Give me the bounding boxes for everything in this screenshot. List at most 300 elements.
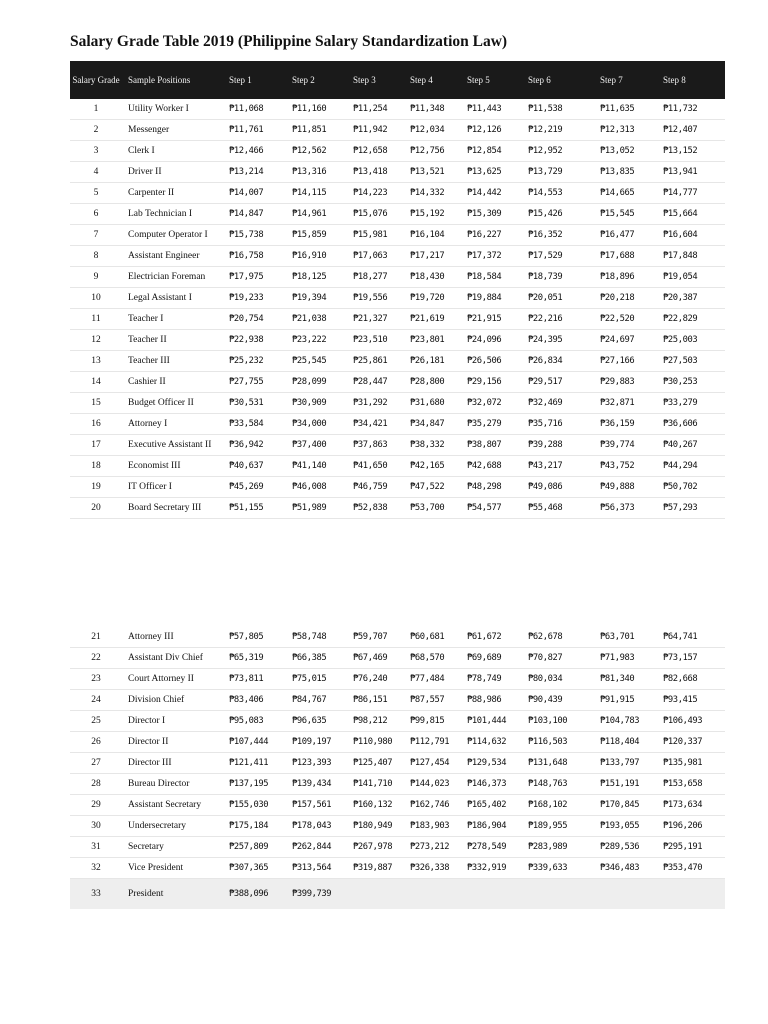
step-2-cell: ₱34,000: [282, 414, 343, 435]
step-4-cell: ₱26,181: [400, 351, 457, 372]
step-8-cell: ₱25,003: [653, 330, 725, 351]
step-4-cell: ₱13,521: [400, 162, 457, 183]
step-3-cell: ₱25,861: [343, 351, 400, 372]
step-6-cell: ₱39,288: [518, 435, 590, 456]
step-6-cell: ₱103,100: [518, 711, 590, 732]
step-1-cell: ₱51,155: [219, 498, 282, 519]
step-8-cell: ₱196,206: [653, 816, 725, 837]
position-cell: Teacher II: [122, 330, 219, 351]
step-1-cell: ₱307,365: [219, 858, 282, 879]
step-7-cell: ₱63,701: [590, 627, 653, 648]
step-6-cell: ₱80,034: [518, 669, 590, 690]
step-3-cell: ₱180,949: [343, 816, 400, 837]
step-6-cell: ₱90,439: [518, 690, 590, 711]
step-1-cell: ₱11,761: [219, 120, 282, 141]
step-6-cell: ₱189,955: [518, 816, 590, 837]
step-2-cell: ₱84,767: [282, 690, 343, 711]
step-7-cell: ₱13,052: [590, 141, 653, 162]
step-5-cell: ₱88,986: [457, 690, 518, 711]
step-6-cell: ₱24,395: [518, 330, 590, 351]
step-3-cell: ₱17,063: [343, 246, 400, 267]
step-1-cell: ₱40,637: [219, 456, 282, 477]
step-7-cell: ₱193,055: [590, 816, 653, 837]
table-row: [70, 120, 725, 141]
step-2-cell: ₱14,115: [282, 183, 343, 204]
table-row: [70, 753, 725, 774]
salary-grade-cell: 18: [70, 456, 122, 477]
step-4-cell: ₱183,903: [400, 816, 457, 837]
step-3-cell: ₱67,469: [343, 648, 400, 669]
step-3-cell: ₱12,658: [343, 141, 400, 162]
salary-grade-cell: 6: [70, 204, 122, 225]
step-8-cell: ₱22,829: [653, 309, 725, 330]
step-2-cell: ₱313,564: [282, 858, 343, 879]
step-2-cell: ₱23,222: [282, 330, 343, 351]
step-5-cell: ₱17,372: [457, 246, 518, 267]
step-6-cell: ₱14,553: [518, 183, 590, 204]
step-5-cell: ₱38,807: [457, 435, 518, 456]
step-4-cell: ₱17,217: [400, 246, 457, 267]
table-body: [70, 99, 725, 519]
step-5-cell: ₱11,443: [457, 99, 518, 120]
step-7-cell: ₱133,797: [590, 753, 653, 774]
step-8-cell: ₱12,407: [653, 120, 725, 141]
header-step-3: Step 3: [343, 61, 400, 99]
step-5-cell: ₱42,688: [457, 456, 518, 477]
step-4-cell: ₱99,815: [400, 711, 457, 732]
step-1-cell: ₱13,214: [219, 162, 282, 183]
step-7-cell: ₱32,871: [590, 393, 653, 414]
step-8-cell: ₱353,470: [653, 858, 725, 879]
step-8-cell: ₱44,294: [653, 456, 725, 477]
step-4-cell: ₱53,700: [400, 498, 457, 519]
salary-grade-table-part-2: [70, 627, 725, 909]
step-1-cell: ₱65,319: [219, 648, 282, 669]
step-7-cell: ₱20,218: [590, 288, 653, 309]
salary-grade-cell: 28: [70, 774, 122, 795]
step-2-cell: ₱41,140: [282, 456, 343, 477]
salary-grade-cell: 16: [70, 414, 122, 435]
table-body: [70, 627, 725, 909]
position-cell: Economist III: [122, 456, 219, 477]
position-cell: Secretary: [122, 837, 219, 858]
step-1-cell: ₱175,184: [219, 816, 282, 837]
step-8-cell: ₱19,054: [653, 267, 725, 288]
table-row: [70, 648, 725, 669]
position-cell: Division Chief: [122, 690, 219, 711]
step-6-cell: ₱168,102: [518, 795, 590, 816]
step-8-cell: [653, 879, 725, 910]
step-1-cell: ₱22,938: [219, 330, 282, 351]
table-row: [70, 690, 725, 711]
step-2-cell: ₱12,562: [282, 141, 343, 162]
step-3-cell: ₱76,240: [343, 669, 400, 690]
step-1-cell: ₱45,269: [219, 477, 282, 498]
step-7-cell: ₱27,166: [590, 351, 653, 372]
step-4-cell: ₱326,338: [400, 858, 457, 879]
step-4-cell: ₱15,192: [400, 204, 457, 225]
header-step-1: Step 1: [219, 61, 282, 99]
step-8-cell: ₱73,157: [653, 648, 725, 669]
table-row: [70, 456, 725, 477]
salary-grade-cell: 31: [70, 837, 122, 858]
position-cell: Director III: [122, 753, 219, 774]
table-row: [70, 816, 725, 837]
step-7-cell: ₱346,483: [590, 858, 653, 879]
position-cell: Utility Worker I: [122, 99, 219, 120]
step-2-cell: ₱19,394: [282, 288, 343, 309]
step-5-cell: ₱29,156: [457, 372, 518, 393]
step-1-cell: ₱95,083: [219, 711, 282, 732]
step-3-cell: ₱13,418: [343, 162, 400, 183]
table-row: [70, 372, 725, 393]
step-1-cell: ₱83,406: [219, 690, 282, 711]
salary-grade-cell: 24: [70, 690, 122, 711]
step-7-cell: ₱11,635: [590, 99, 653, 120]
step-4-cell: ₱34,847: [400, 414, 457, 435]
step-2-cell: ₱66,385: [282, 648, 343, 669]
position-cell: Court Attorney II: [122, 669, 219, 690]
salary-grade-cell: 20: [70, 498, 122, 519]
step-7-cell: ₱15,545: [590, 204, 653, 225]
step-1-cell: ₱11,068: [219, 99, 282, 120]
step-1-cell: ₱14,007: [219, 183, 282, 204]
step-4-cell: ₱11,348: [400, 99, 457, 120]
step-2-cell: ₱96,635: [282, 711, 343, 732]
step-5-cell: ₱21,915: [457, 309, 518, 330]
step-8-cell: ₱20,387: [653, 288, 725, 309]
step-6-cell: ₱49,086: [518, 477, 590, 498]
salary-grade-cell: 26: [70, 732, 122, 753]
step-4-cell: ₱19,720: [400, 288, 457, 309]
step-6-cell: [518, 879, 590, 910]
step-7-cell: ₱118,404: [590, 732, 653, 753]
step-5-cell: ₱35,279: [457, 414, 518, 435]
step-7-cell: ₱91,915: [590, 690, 653, 711]
step-3-cell: ₱86,151: [343, 690, 400, 711]
step-8-cell: ₱27,503: [653, 351, 725, 372]
step-1-cell: ₱17,975: [219, 267, 282, 288]
step-8-cell: ₱14,777: [653, 183, 725, 204]
table-row: [70, 141, 725, 162]
salary-grade-cell: 5: [70, 183, 122, 204]
header-step-7: Step 7: [590, 61, 653, 99]
header-salary-grade: Salary Grade: [70, 61, 122, 99]
table-row: [70, 711, 725, 732]
position-cell: Teacher I: [122, 309, 219, 330]
step-3-cell: ₱319,887: [343, 858, 400, 879]
step-2-cell: ₱15,859: [282, 225, 343, 246]
step-8-cell: ₱120,337: [653, 732, 725, 753]
salary-grade-cell: 17: [70, 435, 122, 456]
position-cell: Legal Assistant I: [122, 288, 219, 309]
step-1-cell: ₱30,531: [219, 393, 282, 414]
step-2-cell: ₱28,099: [282, 372, 343, 393]
salary-grade-cell: 11: [70, 309, 122, 330]
step-7-cell: ₱22,520: [590, 309, 653, 330]
step-2-cell: ₱157,561: [282, 795, 343, 816]
salary-grade-cell: 7: [70, 225, 122, 246]
salary-grade-cell: 32: [70, 858, 122, 879]
step-4-cell: ₱16,104: [400, 225, 457, 246]
position-cell: Assistant Engineer: [122, 246, 219, 267]
step-2-cell: ₱399,739: [282, 879, 343, 910]
step-5-cell: ₱129,534: [457, 753, 518, 774]
step-3-cell: ₱52,838: [343, 498, 400, 519]
step-7-cell: ₱71,983: [590, 648, 653, 669]
position-cell: Cashier II: [122, 372, 219, 393]
step-4-cell: ₱23,801: [400, 330, 457, 351]
step-2-cell: ₱25,545: [282, 351, 343, 372]
table-row: [70, 414, 725, 435]
step-7-cell: ₱104,783: [590, 711, 653, 732]
salary-grade-cell: 29: [70, 795, 122, 816]
step-6-cell: ₱116,503: [518, 732, 590, 753]
header-row: [70, 61, 725, 99]
step-5-cell: ₱165,402: [457, 795, 518, 816]
step-2-cell: ₱262,844: [282, 837, 343, 858]
step-7-cell: ₱81,340: [590, 669, 653, 690]
step-5-cell: ₱101,444: [457, 711, 518, 732]
step-8-cell: ₱16,604: [653, 225, 725, 246]
step-3-cell: ₱23,510: [343, 330, 400, 351]
step-5-cell: ₱48,298: [457, 477, 518, 498]
step-8-cell: ₱17,848: [653, 246, 725, 267]
step-8-cell: ₱106,493: [653, 711, 725, 732]
salary-grade-table-part-1: [70, 61, 725, 519]
position-cell: Board Secretary III: [122, 498, 219, 519]
salary-grade-cell: 27: [70, 753, 122, 774]
step-6-cell: ₱17,529: [518, 246, 590, 267]
step-5-cell: ₱54,577: [457, 498, 518, 519]
step-7-cell: ₱43,752: [590, 456, 653, 477]
step-4-cell: ₱77,484: [400, 669, 457, 690]
step-4-cell: ₱112,791: [400, 732, 457, 753]
step-6-cell: ₱283,989: [518, 837, 590, 858]
step-8-cell: ₱50,702: [653, 477, 725, 498]
header-step-4: Step 4: [400, 61, 457, 99]
step-6-cell: ₱43,217: [518, 456, 590, 477]
step-6-cell: ₱18,739: [518, 267, 590, 288]
step-4-cell: ₱273,212: [400, 837, 457, 858]
header-step-2: Step 2: [282, 61, 343, 99]
step-6-cell: ₱20,051: [518, 288, 590, 309]
step-4-cell: ₱12,756: [400, 141, 457, 162]
step-4-cell: ₱47,522: [400, 477, 457, 498]
step-4-cell: ₱162,746: [400, 795, 457, 816]
step-4-cell: ₱21,619: [400, 309, 457, 330]
step-2-cell: ₱11,851: [282, 120, 343, 141]
step-7-cell: [590, 879, 653, 910]
salary-grade-cell: 2: [70, 120, 122, 141]
table-row: [70, 858, 725, 879]
step-4-cell: ₱14,332: [400, 183, 457, 204]
step-1-cell: ₱14,847: [219, 204, 282, 225]
step-7-cell: ₱56,373: [590, 498, 653, 519]
position-cell: Computer Operator I: [122, 225, 219, 246]
step-2-cell: ₱75,015: [282, 669, 343, 690]
step-5-cell: ₱69,689: [457, 648, 518, 669]
step-2-cell: ₱16,910: [282, 246, 343, 267]
step-2-cell: ₱51,989: [282, 498, 343, 519]
step-5-cell: ₱15,309: [457, 204, 518, 225]
position-cell: IT Officer I: [122, 477, 219, 498]
table-row: [70, 267, 725, 288]
step-7-cell: ₱49,888: [590, 477, 653, 498]
salary-grade-cell: 8: [70, 246, 122, 267]
step-1-cell: ₱121,411: [219, 753, 282, 774]
position-cell: Clerk I: [122, 141, 219, 162]
salary-grade-cell: 12: [70, 330, 122, 351]
step-8-cell: ₱64,741: [653, 627, 725, 648]
step-8-cell: ₱173,634: [653, 795, 725, 816]
step-6-cell: ₱12,952: [518, 141, 590, 162]
step-3-cell: ₱141,710: [343, 774, 400, 795]
step-5-cell: ₱186,904: [457, 816, 518, 837]
step-6-cell: ₱13,729: [518, 162, 590, 183]
step-7-cell: ₱12,313: [590, 120, 653, 141]
step-3-cell: ₱160,132: [343, 795, 400, 816]
step-6-cell: ₱29,517: [518, 372, 590, 393]
step-3-cell: ₱18,277: [343, 267, 400, 288]
position-cell: Bureau Director: [122, 774, 219, 795]
step-4-cell: ₱127,454: [400, 753, 457, 774]
step-1-cell: ₱12,466: [219, 141, 282, 162]
salary-grade-cell: 9: [70, 267, 122, 288]
step-7-cell: ₱16,477: [590, 225, 653, 246]
table-row: [70, 795, 725, 816]
table-row: [70, 204, 725, 225]
step-3-cell: ₱125,407: [343, 753, 400, 774]
step-1-cell: ₱257,809: [219, 837, 282, 858]
document-title: Salary Grade Table 2019 (Philippine Salary Standardization Law): [70, 33, 508, 50]
step-3-cell: ₱267,978: [343, 837, 400, 858]
step-2-cell: ₱18,125: [282, 267, 343, 288]
step-7-cell: ₱24,697: [590, 330, 653, 351]
step-6-cell: ₱12,219: [518, 120, 590, 141]
step-6-cell: ₱26,834: [518, 351, 590, 372]
table-row: [70, 477, 725, 498]
step-5-cell: ₱16,227: [457, 225, 518, 246]
step-1-cell: ₱19,233: [219, 288, 282, 309]
position-cell: Undersecretary: [122, 816, 219, 837]
step-6-cell: ₱11,538: [518, 99, 590, 120]
step-5-cell: ₱18,584: [457, 267, 518, 288]
header-sample-positions: Sample Positions: [122, 61, 219, 99]
step-1-cell: ₱107,444: [219, 732, 282, 753]
step-4-cell: ₱87,557: [400, 690, 457, 711]
step-4-cell: ₱38,332: [400, 435, 457, 456]
salary-grade-cell: 13: [70, 351, 122, 372]
table-row: [70, 330, 725, 351]
step-2-cell: ₱37,400: [282, 435, 343, 456]
position-cell: Messenger: [122, 120, 219, 141]
salary-grade-cell: 21: [70, 627, 122, 648]
salary-grade-cell: 1: [70, 99, 122, 120]
position-cell: Director II: [122, 732, 219, 753]
step-2-cell: ₱14,961: [282, 204, 343, 225]
position-cell: Lab Technician I: [122, 204, 219, 225]
step-5-cell: ₱114,632: [457, 732, 518, 753]
step-1-cell: ₱388,096: [219, 879, 282, 910]
step-5-cell: ₱19,884: [457, 288, 518, 309]
step-5-cell: ₱13,625: [457, 162, 518, 183]
table-row: [70, 498, 725, 519]
salary-grade-cell: 4: [70, 162, 122, 183]
step-6-cell: ₱70,827: [518, 648, 590, 669]
step-6-cell: ₱16,352: [518, 225, 590, 246]
step-1-cell: ₱36,942: [219, 435, 282, 456]
position-cell: Attorney III: [122, 627, 219, 648]
step-5-cell: [457, 879, 518, 910]
step-3-cell: ₱28,447: [343, 372, 400, 393]
step-7-cell: ₱289,536: [590, 837, 653, 858]
step-4-cell: ₱42,165: [400, 456, 457, 477]
step-8-cell: ₱36,606: [653, 414, 725, 435]
step-8-cell: ₱13,152: [653, 141, 725, 162]
table-row: [70, 627, 725, 648]
step-6-cell: ₱55,468: [518, 498, 590, 519]
step-3-cell: ₱21,327: [343, 309, 400, 330]
salary-grade-cell: 30: [70, 816, 122, 837]
step-2-cell: ₱13,316: [282, 162, 343, 183]
step-5-cell: ₱12,126: [457, 120, 518, 141]
table-row: [70, 669, 725, 690]
step-1-cell: ₱57,805: [219, 627, 282, 648]
table-row: [70, 309, 725, 330]
step-1-cell: ₱27,755: [219, 372, 282, 393]
step-6-cell: ₱131,648: [518, 753, 590, 774]
step-2-cell: ₱21,038: [282, 309, 343, 330]
position-cell: Attorney I: [122, 414, 219, 435]
step-6-cell: ₱62,678: [518, 627, 590, 648]
step-4-cell: [400, 879, 457, 910]
step-1-cell: ₱20,754: [219, 309, 282, 330]
salary-grade-cell: 22: [70, 648, 122, 669]
step-3-cell: ₱37,863: [343, 435, 400, 456]
position-cell: Director I: [122, 711, 219, 732]
table-row: [70, 225, 725, 246]
salary-grade-cell: 25: [70, 711, 122, 732]
step-5-cell: ₱14,442: [457, 183, 518, 204]
step-3-cell: ₱31,292: [343, 393, 400, 414]
table-row: [70, 99, 725, 120]
step-5-cell: ₱12,854: [457, 141, 518, 162]
step-5-cell: ₱26,506: [457, 351, 518, 372]
step-4-cell: ₱60,681: [400, 627, 457, 648]
step-4-cell: ₱18,430: [400, 267, 457, 288]
step-6-cell: ₱35,716: [518, 414, 590, 435]
salary-grade-cell: 19: [70, 477, 122, 498]
step-7-cell: ₱13,835: [590, 162, 653, 183]
table-row: [70, 837, 725, 858]
position-cell: President: [122, 879, 219, 910]
step-7-cell: ₱170,845: [590, 795, 653, 816]
step-8-cell: ₱57,293: [653, 498, 725, 519]
step-4-cell: ₱28,800: [400, 372, 457, 393]
step-1-cell: ₱15,738: [219, 225, 282, 246]
step-2-cell: ₱123,393: [282, 753, 343, 774]
table-row: [70, 351, 725, 372]
step-8-cell: ₱135,981: [653, 753, 725, 774]
step-6-cell: ₱22,216: [518, 309, 590, 330]
step-3-cell: ₱34,421: [343, 414, 400, 435]
step-4-cell: ₱12,034: [400, 120, 457, 141]
header-step-6: Step 6: [518, 61, 590, 99]
table-row: [70, 288, 725, 309]
step-5-cell: ₱78,749: [457, 669, 518, 690]
step-7-cell: ₱29,883: [590, 372, 653, 393]
